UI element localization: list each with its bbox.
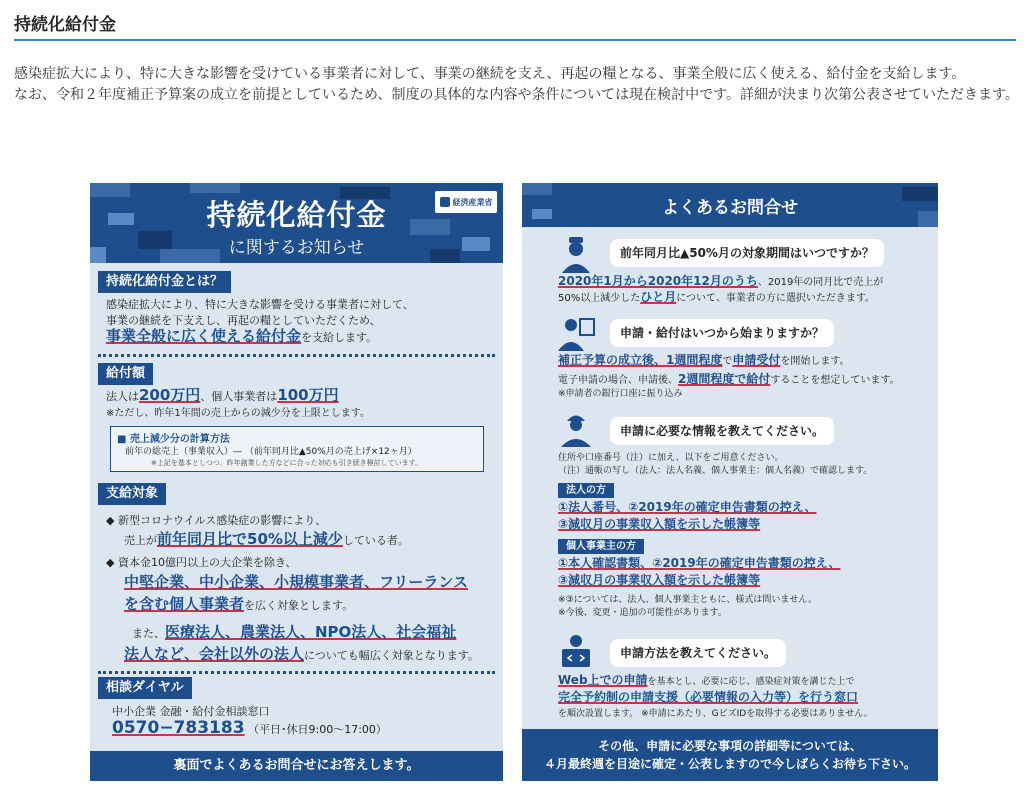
laptop-person-icon xyxy=(556,631,596,671)
target-c2-hl: 法人など、会社以外の法人 xyxy=(124,645,305,663)
faq-title: よくあるお問合せ xyxy=(662,198,798,218)
target-b1: ◆ 資本金10億円以上の大企業を除き、 xyxy=(106,556,297,569)
faq-a1-l2tail: について、事業者の方に選択いただきます。 xyxy=(676,293,876,304)
corp-docs-1-text: ①法人番号、②2019年の確定申告書類の控え、 xyxy=(558,500,817,514)
what-is-line-3 xyxy=(106,329,377,345)
amount-mid: 、個人事業者は xyxy=(200,390,278,403)
faq-a3-note1: ※③については、法人、個人事業主ともに、様式は問いません。 xyxy=(558,595,817,605)
ind-docs-1-text: ①本人確認書類、②2019年の確定申告書類の控え、 xyxy=(558,556,841,570)
intro-line-1: 感染症拡大により、特に大きな影響を受けている事業者に対して、事業の継続を支え、再起の糧となる、事業全般に広く使える、給付金を支給します。 xyxy=(14,66,966,82)
ind-docs-2 xyxy=(558,573,760,589)
faq-a2-line2 xyxy=(558,372,900,388)
faq-a4-line2 xyxy=(558,690,858,706)
label-individual: 個人事業主の方 xyxy=(558,539,644,554)
amount-corporate: 200万円 xyxy=(139,386,201,404)
corp-docs-2 xyxy=(558,517,760,533)
flyer-header xyxy=(90,183,503,263)
faq-a1-line2 xyxy=(558,290,875,306)
target-b2-hl: 中堅企業、中小企業、小規模事業者、フリーランス xyxy=(124,573,468,591)
calc-formula: 前年の総売上（事業収入）― （前年同月比▲50%月の売上げ×12ヶ月） xyxy=(125,447,417,457)
faq-a1-l2hl: ひと月 xyxy=(640,290,677,304)
faq-a4-line1 xyxy=(558,673,855,689)
calc-box xyxy=(110,426,484,472)
target-a2-tail: している者。 xyxy=(342,534,409,547)
faq-a1-tail: 、2019年の同月比で売上が xyxy=(757,277,884,288)
faq-a2-hl1: 補正予算の成立後、1週間程度 xyxy=(558,353,723,367)
label-hotline: 相談ダイヤル xyxy=(98,677,192,699)
target-b3-hl: を含む個人事業者 xyxy=(124,595,245,613)
faq-a2-note: ※申請者の銀行口座に振り込み xyxy=(558,389,683,399)
target-b2 xyxy=(124,575,468,591)
faq-a2-mid: で xyxy=(722,356,733,367)
target-c2 xyxy=(124,647,479,663)
target-b3-tail: を広く対象とします。 xyxy=(244,599,354,612)
what-is-highlight: 事業全般に広く使える給付金 xyxy=(106,327,302,345)
label-amount: 給付額 xyxy=(98,363,153,385)
ind-docs-2-text: ③減収月の事業収入額を示した帳簿等 xyxy=(558,573,761,587)
faq-a4-hl2: 完全予約制の申請支援（必要情報の入力等）を行う窓口 xyxy=(558,690,859,704)
faq-a2-hl2: 申請受付 xyxy=(732,353,781,367)
faq-q1: 前年同月比▲50%月の対象期間はいつですか？ xyxy=(610,239,884,267)
divider xyxy=(98,354,495,357)
corp-docs-2-text: ③減収月の事業収入額を示した帳簿等 xyxy=(558,517,761,531)
flyer-front xyxy=(90,183,503,781)
what-is-line-2: 事業の継続を下支えし、再起の糧としていただくため、 xyxy=(106,314,381,327)
faq-a4-tail: を基本とし、必要に応じ、感染症対策を講じた上で xyxy=(647,677,855,687)
faq-footer xyxy=(522,729,938,781)
faq-a1-l2pre: 50%以上減少した xyxy=(558,293,641,304)
corp-docs-1 xyxy=(558,500,816,516)
target-c1-pre: また、 xyxy=(132,627,165,640)
target-a2-hl: 前年同月比で50%以上減少 xyxy=(157,530,343,548)
target-c2-tail: についても幅広く対象となります。 xyxy=(304,649,479,662)
hotline-name: 中小企業 金融・給付金相談窓口 xyxy=(112,705,270,718)
faq-a3-note2: ※今後、変更・追加の可能性があります。 xyxy=(558,608,727,618)
faq-a1-line1 xyxy=(558,274,883,290)
faq-a2-l2tail: することを想定しています。 xyxy=(770,375,900,386)
target-a2-pre: 売上が xyxy=(124,534,157,547)
faq-a2-tail: を開始します。 xyxy=(780,356,850,367)
faq-a2-l2hl: 2週間程度で給付 xyxy=(678,372,771,386)
faq-a3-line1: 住所や口座番号（注）に加え、以下をご用意ください。 xyxy=(558,453,784,463)
target-a2 xyxy=(124,532,409,548)
chef-person-icon xyxy=(556,233,596,273)
amount-pre: 法人は xyxy=(106,390,139,403)
faq-q3: 申請に必要な情報を教えてください。 xyxy=(610,417,834,445)
page-title: 持続化給付金 xyxy=(14,15,116,35)
faq-header xyxy=(522,183,938,227)
teacher-person-icon xyxy=(556,311,596,351)
meti-logo xyxy=(435,191,497,213)
what-is-tail: を支給します。 xyxy=(301,331,378,344)
target-a1: ◆ 新型コロナウイルス感染症の影響により、 xyxy=(106,514,327,527)
target-c1-hl: 医療法人、農業法人、NPO法人、社会福祉 xyxy=(165,623,457,641)
hotline-row xyxy=(112,718,387,738)
label-corporation: 法人の方 xyxy=(558,483,614,498)
meti-logo-text: 経済産業省 xyxy=(452,197,493,207)
faq-a2-line1 xyxy=(558,353,850,369)
calc-title: ■ 売上減少分の計算方法 xyxy=(117,434,230,445)
amount-line xyxy=(106,388,339,404)
label-target: 支給対象 xyxy=(98,483,166,505)
flyer-front-footer: 裏面でよくあるお問合せにお答えします。 xyxy=(90,751,503,781)
faq-a3-line2: （注）通帳の写し（法人：法人名義、個人事業主：個人名義）で確認します。 xyxy=(558,466,873,476)
faq-a2-l2pre: 電子申請の場合、申請後、 xyxy=(558,375,678,386)
intro-text xyxy=(14,64,1024,106)
faq-footer-line1: その他、申請に必要な事項の詳細等については、 xyxy=(598,739,862,753)
calc-note: ※上記を基本としつつ、昨年創業した方などに合った対応も引き続き検討しています。 xyxy=(151,459,423,467)
label-what-is: 持続化給付金とは？ xyxy=(98,271,231,293)
title-rule xyxy=(14,39,1016,41)
faq-q2: 申請・給付はいつから始まりますか？ xyxy=(610,319,834,347)
hotline-phone[interactable]: 0570−783183 xyxy=(112,718,245,738)
flyer-subtitle: に関するお知らせ xyxy=(228,238,365,258)
faq-a4-line3: を順次設置します。 ※申請にあたり、GビズIDを取得する必要はありません。 xyxy=(558,709,873,719)
what-is-line-1: 感染症拡大により、特に大きな影響を受ける事業者に対して、 xyxy=(106,298,414,311)
amount-individual: 100万円 xyxy=(277,386,339,404)
intro-line-2: なお、令和２年度補正予算案の成立を前提としているため、制度の具体的な内容や条件については現在検討中です。詳細が決まり次第公表させていただきます。 xyxy=(14,87,1019,103)
worker-person-icon xyxy=(556,407,596,447)
target-b3 xyxy=(124,597,353,613)
faq-q4: 申請方法を教えてください。 xyxy=(610,639,786,667)
flyer-title: 持続化給付金 xyxy=(206,198,387,232)
meti-logo-icon xyxy=(440,197,450,207)
ind-docs-1 xyxy=(558,556,840,572)
amount-note: ※ただし、昨年1年間の売上からの減少分を上限とします。 xyxy=(106,408,370,419)
flyer-back xyxy=(522,183,938,781)
divider xyxy=(98,671,495,674)
faq-a4-hl1: Web上での申請 xyxy=(558,673,648,687)
faq-footer-line2: ４月最終週を目途に確定・公表しますので今しばらくお待ち下さい。 xyxy=(543,757,916,771)
faq-a1-hl: 2020年1月から2020年12月のうち xyxy=(558,274,758,288)
target-c1 xyxy=(132,625,456,641)
hotline-hours: （平日･休日9:00〜17:00） xyxy=(248,723,387,736)
